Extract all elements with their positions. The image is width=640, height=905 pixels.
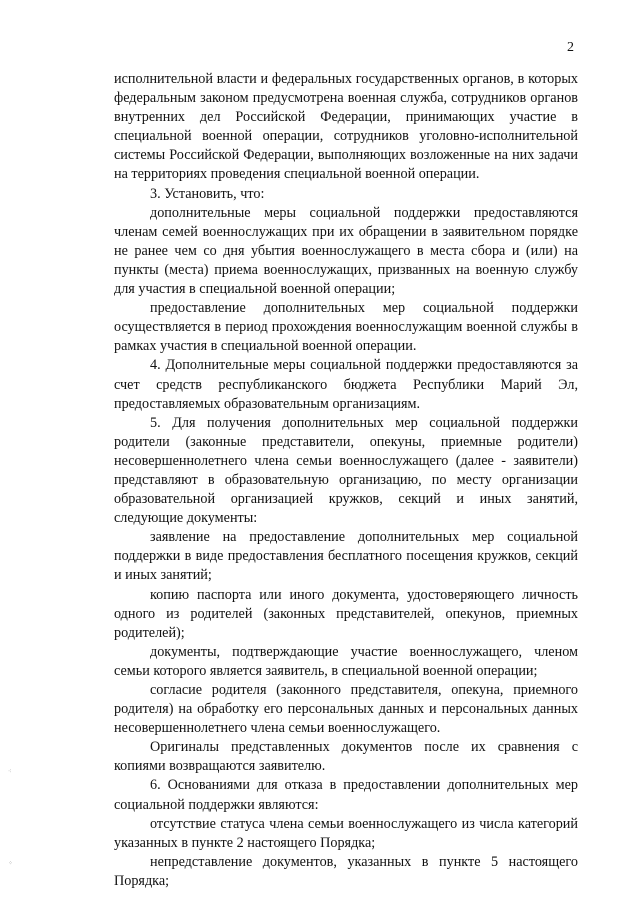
paragraph: 6. Основаниями для отказа в предоставлении дополнительных мер социальной поддержки являются: <box>114 777 578 813</box>
scan-mark: ⁘ <box>8 860 14 867</box>
paragraph: заявление на предоставление дополнительных мер социальной поддержки в виде предоставления бесплатного посещения кружков, секций и иных занятий; <box>114 529 578 584</box>
paragraph: непредставление документов, указанных в пункте 5 настоящего Порядка; <box>114 853 578 889</box>
paragraph: 4. Дополнительные меры социальной поддержки предоставляются за счет средств республиканского бюджета Республики Марий Эл, предоставляемых образовательным организациям. <box>114 357 578 412</box>
paragraph: предоставление дополнительных мер социальной поддержки осуществляется в период прохождения военнослужащим военной службы в рамках участия в специальной военной операции. <box>114 300 578 355</box>
document-body <box>114 70 578 891</box>
paragraph: дополнительные меры социальной поддержки предоставляются членам семей военнослужащих при их обращении в заявительном порядке не ранее чем со дня убытия военнослужащего в места сбора и (или) на пункты (места) приема военнослужащих, призванных на военную службу для участия в специальной военной операции; <box>114 204 578 298</box>
scan-mark: ⁖ <box>8 768 12 775</box>
paragraph-continuation: исполнительной власти и федеральных государственных органов, в которых федеральным законом предусмотрена военная служба, сотрудников органов внутренних дел Российской Федерации, принимающих участие в специальной военной операции, сотрудников уголовно-исполнительной системы Российской Федерации, выполняющих возложенные на них задачи на территориях проведения специальной военной операции. <box>114 71 578 183</box>
paragraph: 3. Установить, что: <box>150 185 265 202</box>
page-number: 2 <box>567 40 574 55</box>
paragraph: копию паспорта или иного документа, удостоверяющего личность одного из родителей (законных представителей, опекунов, приемных родителей); <box>114 586 578 641</box>
paragraph: согласие родителя (законного представителя, опекуна, приемного родителя) на обработку его персональных данных и персональных данных несовершеннолетнего члена семьи военнослужащего. <box>114 682 578 737</box>
paragraph: документы, подтверждающие участие военнослужащего, членом семьи которого является заявитель, в специальной военной операции; <box>114 643 578 679</box>
paragraph: отсутствие статуса члена семьи военнослужащего из числа категорий указанных в пункте 2 настоящего Порядка; <box>114 815 578 851</box>
paragraph: Оригиналы представленных документов после их сравнения с копиями возвращаются заявителю. <box>114 739 578 775</box>
paragraph: 5. Для получения дополнительных мер социальной поддержки родители (законные представители, опекуны, приемные родители) несовершеннолетнего члена семьи военнослужащего (далее - заявители) представляют в образовательную организацию, по месту организации образовательной организацией кружков, секций и иных занятий, следующие документы: <box>114 414 578 527</box>
